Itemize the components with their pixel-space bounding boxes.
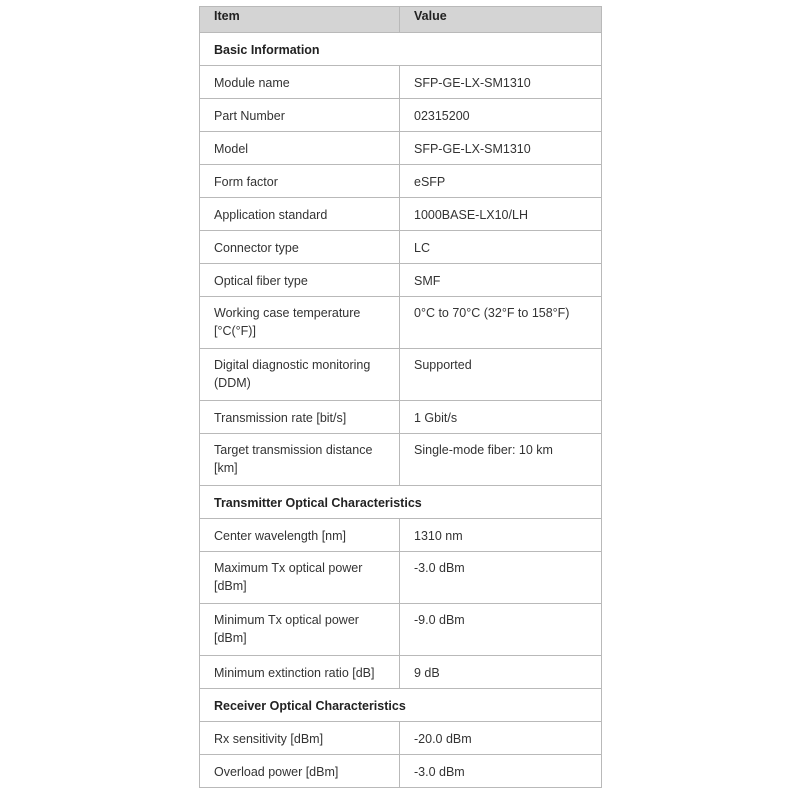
value-cell: 02315200 xyxy=(400,99,602,132)
table-row xyxy=(200,722,602,755)
table-row xyxy=(200,132,602,165)
table-row xyxy=(200,99,602,132)
section-title: Basic Information xyxy=(200,33,602,66)
item-cell: Minimum Tx optical power [dBm] xyxy=(200,604,400,656)
value-cell: 1 Gbit/s xyxy=(400,401,602,434)
table-row xyxy=(200,401,602,434)
section-title: Receiver Optical Characteristics xyxy=(200,689,602,722)
item-cell: Part Number xyxy=(200,99,400,132)
table-row xyxy=(200,66,602,99)
header-value: Value xyxy=(400,7,602,33)
section-title: Transmitter Optical Characteristics xyxy=(200,486,602,519)
item-cell: Model xyxy=(200,132,400,165)
value-cell: 1000BASE-LX10/LH xyxy=(400,198,602,231)
section-row-basic-information xyxy=(200,33,602,66)
table-row xyxy=(200,604,602,656)
table-row xyxy=(200,264,602,297)
value-cell: SMF xyxy=(400,264,602,297)
value-cell: -20.0 dBm xyxy=(400,722,602,755)
item-cell: Connector type xyxy=(200,231,400,264)
value-cell: Supported xyxy=(400,349,602,401)
table-row xyxy=(200,519,602,552)
section-row-transmitter-optical-characteristics xyxy=(200,486,602,519)
value-cell: 0°C to 70°C (32°F to 158°F) xyxy=(400,297,602,349)
section-row-receiver-optical-characteristics xyxy=(200,689,602,722)
table-row xyxy=(200,656,602,689)
item-cell: Overload power [dBm] xyxy=(200,755,400,788)
table-row xyxy=(200,755,602,788)
table-row xyxy=(200,349,602,401)
item-cell: Rx sensitivity [dBm] xyxy=(200,722,400,755)
value-cell: -9.0 dBm xyxy=(400,604,602,656)
item-cell: Form factor xyxy=(200,165,400,198)
table-row xyxy=(200,231,602,264)
item-cell: Target transmission distance [km] xyxy=(200,434,400,486)
value-cell: LC xyxy=(400,231,602,264)
item-cell: Digital diagnostic monitoring (DDM) xyxy=(200,349,400,401)
value-cell: SFP-GE-LX-SM1310 xyxy=(400,132,602,165)
table-row xyxy=(200,198,602,231)
item-cell: Center wavelength [nm] xyxy=(200,519,400,552)
value-cell: 1310 nm xyxy=(400,519,602,552)
table-header-row xyxy=(200,7,602,33)
value-cell: Single-mode fiber: 10 km xyxy=(400,434,602,486)
item-cell: Transmission rate [bit/s] xyxy=(200,401,400,434)
value-cell: eSFP xyxy=(400,165,602,198)
item-cell: Minimum extinction ratio [dB] xyxy=(200,656,400,689)
value-cell: SFP-GE-LX-SM1310 xyxy=(400,66,602,99)
item-cell: Maximum Tx optical power [dBm] xyxy=(200,552,400,604)
item-cell: Optical fiber type xyxy=(200,264,400,297)
table-row xyxy=(200,165,602,198)
specification-table xyxy=(199,6,602,788)
table-row xyxy=(200,434,602,486)
table-row xyxy=(200,552,602,604)
value-cell: -3.0 dBm xyxy=(400,755,602,788)
item-cell: Working case temperature [°C(°F)] xyxy=(200,297,400,349)
value-cell: -3.0 dBm xyxy=(400,552,602,604)
item-cell: Module name xyxy=(200,66,400,99)
header-item: Item xyxy=(200,7,400,33)
value-cell: 9 dB xyxy=(400,656,602,689)
table-row xyxy=(200,297,602,349)
item-cell: Application standard xyxy=(200,198,400,231)
